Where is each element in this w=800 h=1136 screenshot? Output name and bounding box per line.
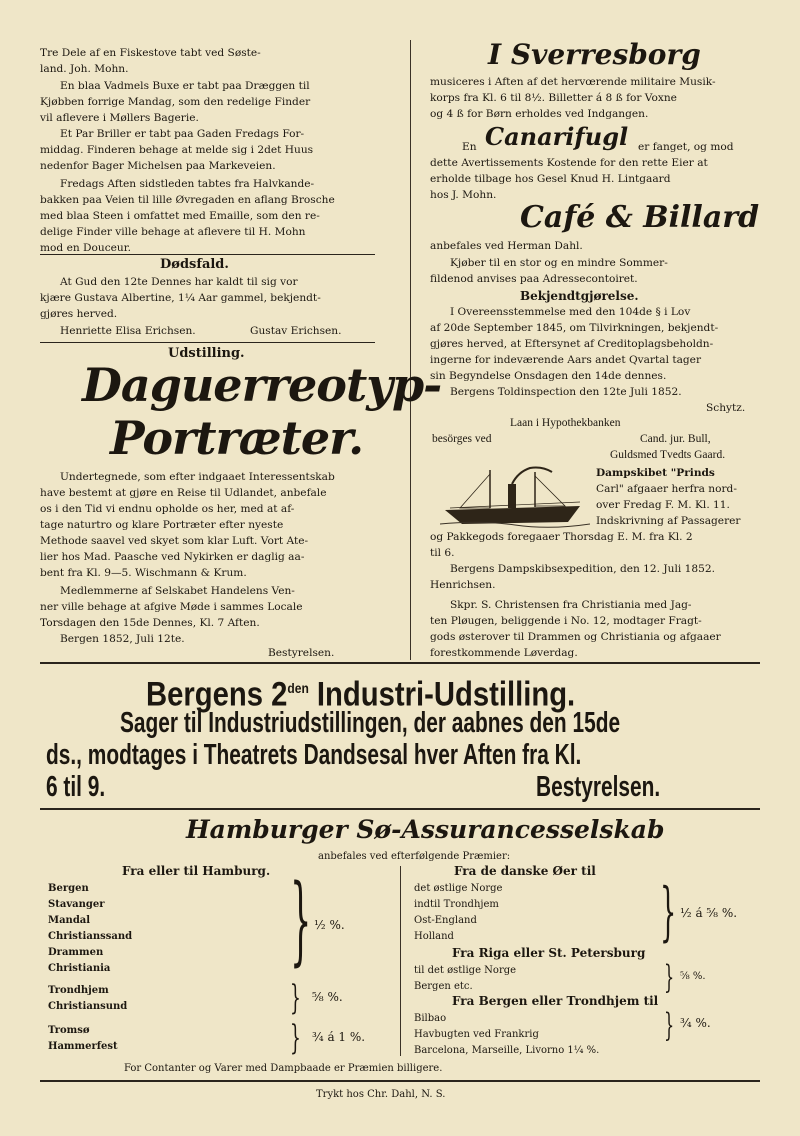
port-name: Tromsø [48,1025,90,1036]
port-name: Bergen [48,883,89,894]
text-line: lier hos Mad. Paasche ved Nykirken er daglig aa- [40,551,305,563]
insurance-footer: For Contanter og Varer med Dampbaade er Præmien billigere. [124,1063,443,1074]
divider [40,662,760,664]
destination: Havbugten ved Frankrig [414,1029,539,1040]
divider [40,254,375,255]
insurance-subtitle: anbefales ved efterfølgende Præmier: [318,851,511,862]
port-name: Mandal [48,915,91,926]
text-line: Cand. jur. Bull, [640,433,711,445]
announcement-heading: Bekjendtgjørelse. [520,289,639,303]
divider [40,342,375,343]
text-line: og 4 ß for Børn erholdes ved Indgangen. [430,108,649,120]
text-line: er fanget, og mod [638,141,734,153]
text-line: Kjøbben forrige Mandag, som den redelige Finder [40,96,311,108]
text-line: bent fra Kl. 9—5. Wischmann & Krum. [40,567,247,579]
column-divider [410,40,411,660]
curly-brace-icon: } [290,1018,301,1058]
premium-rate: ½ á ⅝ %. [680,906,738,920]
premium-rate: ⅝ %. [680,971,706,982]
curly-brace-icon: } [290,978,301,1018]
text-line: Tre Dele af en Fiskestove tabt ved Søste- [40,47,261,59]
text-line: ten Pløugen, beliggende i No. 12, modtager Fragt- [430,615,702,627]
text-line: fildenod anvises paa Adressecontoiret. [430,273,638,285]
text-line: ner ville behage at afgive Møde i sammes Locale [40,601,303,613]
text-line: gods østerover til Drammen og Christiania og afgaaer [430,631,721,643]
banner-line: ds., modtages i Theatrets Dandsesal hver Aften fra Kl. [46,739,582,771]
ad-title: Café & Billard [520,200,760,235]
text-line: af 20de September 1845, om Tilvirkningen, bekjendt- [430,322,719,334]
destination: det østlige Norge [414,883,503,894]
text-line: hos J. Mohn. [430,189,497,201]
ad-title: I Sverresborg [488,38,701,71]
destination: Bilbao [414,1013,447,1024]
text-line: Carl" afgaaer herfra nord- [596,483,737,495]
death-heading: Dødsfald. [160,257,229,272]
signature: Bestyrelsen. [268,647,335,659]
divider [40,808,760,810]
premium-rate: ½ %. [314,918,345,932]
banner-signature: Bestyrelsen. [536,771,661,803]
text-line: Indskrivning af Passagerer [596,515,741,527]
port-name: Drammen [48,947,104,958]
banner-title-part: Industri-Udstilling. [308,675,576,714]
text-line: I Overeensstemmelse med den 104de § i Lov [450,306,691,318]
text-line: os i den Tid vi endnu opholde os her, med at af- [40,503,295,515]
section-heading: Fra eller til Hamburg. [122,864,271,878]
text-line: anbefales ved Herman Dahl. [430,240,583,252]
destination: til det østlige Norge [414,965,517,976]
destination: Holland [414,931,454,942]
port-name: Stavanger [48,899,105,910]
banner-line: Sager til Industriudstillingen, der aabnes den 15de [120,707,621,739]
port-name: Christiansund [48,1001,128,1012]
banner-line: 6 til 9. [46,771,106,803]
text-line: mod en Douceur. [40,242,132,254]
printer-imprint: Trykt hos Chr. Dahl, N. S. [316,1089,446,1100]
section-heading: Fra Bergen eller Trondhjem til [452,994,659,1008]
ad-label: Udstilling. [168,346,245,361]
destination: Barcelona, Marseille, Livorno 1¼ %. [414,1045,600,1056]
text-line: med blaa Steen i omfattet med Emaille, som den re- [40,210,320,222]
curly-brace-icon: } [664,1006,675,1044]
text-line: Bergens Toldinspection den 12te Juli 1852. [450,386,682,398]
column-divider [400,866,401,1056]
text-line: dette Avertissements Kostende for den rette Eier at [430,157,708,169]
text-line: og Pakkegods foregaaer Thorsdag E. M. fra Kl. 2 [430,531,693,543]
text-line: middag. Finderen behage at melde sig i 2det Huus [40,144,314,156]
text-line: sin Begyndelse Onsdagen den 14de dennes. [430,370,667,382]
text-line: bakken paa Veien til lille Øvregaden en aflang Brosche [40,194,335,206]
premium-rate: ¾ %. [680,1016,711,1030]
text-line: Bergen 1852, Juli 12te. [60,633,185,645]
banner-title-part: Bergens 2 [146,675,288,714]
destination: Bergen etc. [414,981,473,992]
text-line: nedenfor Bager Michelsen paa Markeveien. [40,160,276,172]
destination: indtil Trondhjem [414,899,499,910]
text-line: En [462,141,477,153]
section-heading: Fra de danske Øer til [454,864,596,878]
text-line: Guldsmed Tvedts Gaard. [610,449,726,461]
text-line: Et Par Briller er tabt paa Gaden Fredags For- [60,128,305,140]
text-line: Skpr. S. Christensen fra Christiania med Jag- [450,599,692,611]
banner-superscript: den [287,680,309,696]
text-line: gjøres herved, at Eftersynet af Creditoplagsbeholdn- [430,338,714,350]
port-name: Christianssand [48,931,133,942]
text-line: Torsdagen den 15de Dennes, Kl. 7 Aften. [40,617,260,629]
text-line: Medlemmerne af Selskabet Handelens Ven- [60,585,295,597]
text-line: Henrichsen. [430,579,496,591]
port-name: Christiania [48,963,111,974]
text-line: gjøres herved. [40,308,118,320]
text-line: delige Finder ville behage at aflevere til H. Mohn [40,226,306,238]
signature: Gustav Erichsen. [250,325,342,337]
text-line: erholde tilbage hos Gesel Knud H. Lintgaard [430,173,671,185]
text-line: Laan i Hypothekbanken [510,417,621,429]
text-line: over Fredag F. M. Kl. 11. [596,499,730,511]
text-line: musiceres i Aften af det hervœrende militaire Musik- [430,76,716,88]
text-line: kjære Gustava Albertine, 1¼ Aar gammel, bekjendt- [40,292,321,304]
curly-brace-icon: } [664,958,675,996]
text-line: tage naturtro og klare Portræter efter nyeste [40,519,284,531]
text-line: Kjøber til en stor og en mindre Sommer- [450,257,668,269]
text-line: til 6. [430,547,455,559]
divider [40,1080,760,1082]
section-heading: Fra Riga eller St. Petersburg [452,946,646,960]
premium-rate: ¾ á 1 %. [312,1030,366,1044]
curly-brace-icon: } [660,875,677,949]
text-line: korps fra Kl. 6 til 8½. Billetter á 8 ß for Voxne [430,92,677,104]
insurance-title: Hamburger Sø-Assurancesselskab [186,815,665,844]
text-line: Fredags Aften sidstleden tabtes fra Halvkande- [60,178,315,190]
text-line: forestkommende Løverdag. [430,647,578,659]
ad-title: Portræter. [110,411,364,465]
port-name: Hammerfest [48,1041,118,1052]
ad-title: Canarifugl [485,122,629,151]
text-line: land. Joh. Mohn. [40,63,129,75]
text-line: En blaa Vadmels Buxe er tabt paa Dræggen til [60,80,310,92]
text-line: ingerne for indeværende Aars andet Qvartal tager [430,354,702,366]
signature: Henriette Elisa Erichsen. [60,325,196,337]
text-line: Methode saavel ved skyet som klar Luft. Vort Ate- [40,535,309,547]
ad-title: Daguerreotyp- [82,358,442,412]
text-line: Dampskibet "Prinds [596,467,715,479]
text-line: vil aflevere i Møllers Bagerie. [40,112,199,124]
premium-rate: ⅝ %. [312,990,343,1004]
text-line: have bestemt at gjøre en Reise til Udlandet, anbefale [40,487,327,499]
curly-brace-icon: } [290,864,312,976]
port-name: Trondhjem [48,985,109,996]
steamship-illustration [440,462,590,532]
text-line: Undertegnede, som efter indgaaet Interessentskab [60,471,335,483]
text-line: Bergens Dampskibsexpedition, den 12. Juli 1852. [450,563,715,575]
destination: Ost-England [414,915,477,926]
signature: Schytz. [706,402,746,414]
text-line: At Gud den 12te Dennes har kaldt til sig vor [60,276,298,288]
text-line: besörges ved [432,433,492,445]
